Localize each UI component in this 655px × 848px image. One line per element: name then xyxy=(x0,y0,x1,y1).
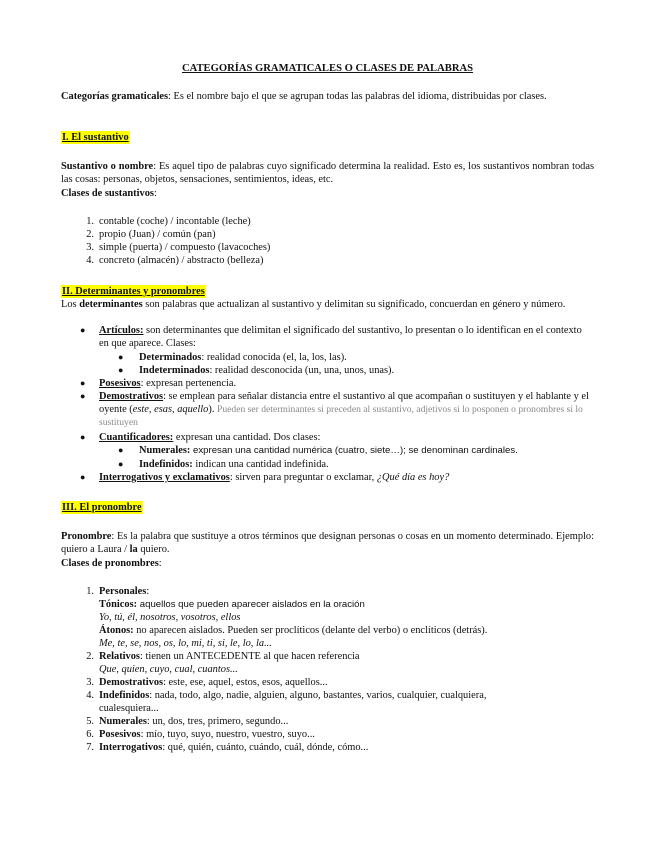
indeterminados-text: : realidad desconocida (un, una, unos, unas). xyxy=(209,365,395,376)
indefinidos-term: Indefinidos: xyxy=(139,459,193,470)
posesivos-item xyxy=(61,377,594,390)
indeterminados-term: Indeterminados xyxy=(139,365,210,376)
pronombre-classes-label xyxy=(61,557,594,570)
demostrativos-term: Demostrativos xyxy=(99,391,164,402)
demostrativos-text-b: ). xyxy=(208,404,218,415)
interrogativos-pron-text: : qué, quién, cuánto, cuándo, cuál, dónde, cómo... xyxy=(162,742,369,753)
item-text: concreto (almacén) / abstracto (belleza) xyxy=(99,255,264,266)
indeterminados-item xyxy=(61,364,594,377)
bullet-icon: ● xyxy=(80,432,86,442)
tonicos-example: Yo, tú, él, nosotros, vosotros, ellos xyxy=(99,612,241,623)
intro-term: Categorías gramaticales xyxy=(61,91,169,102)
list-item xyxy=(61,228,594,241)
sustantivo-term: Sustantivo o nombre xyxy=(61,161,154,172)
atonos-example: Me, te, se, nos, os, lo, mi, ti, si, le, lo, la... xyxy=(99,638,272,649)
list-item xyxy=(61,215,594,228)
pron-classes-label-colon: : xyxy=(158,558,162,569)
numerales-term: Numerales: xyxy=(139,445,191,456)
interrogativos-text: : sirven para preguntar o exclamar, xyxy=(229,472,377,483)
item-number: 1. xyxy=(86,216,94,227)
demostrativos-gray-note: Pueden ser determinantes si preceden al sustantivo, adjetivos si lo posponen o pronombres si lo sustituyen xyxy=(99,404,583,428)
relativos-term: Relativos xyxy=(99,651,140,662)
articulos-term: Artículos: xyxy=(99,325,144,336)
list-item xyxy=(61,254,594,267)
section-2-heading-wrap xyxy=(61,285,594,298)
interrogativos-italic: ¿Qué día es hoy? xyxy=(376,472,450,483)
item-number: 7. xyxy=(86,742,94,753)
list-item-interrogativos xyxy=(61,741,594,754)
posesivos-text: : expresan pertenencia. xyxy=(140,378,237,389)
cuantificadores-text: expresan una cantidad. Dos clases: xyxy=(173,432,321,443)
classes-label-text: Clases de sustantivos xyxy=(61,188,154,199)
relativos-text: : tienen un ANTECEDENTE al que hacen referencia xyxy=(139,651,360,662)
indefinidos-text: indican una cantidad indefinida. xyxy=(192,459,329,470)
sustantivo-classes-label xyxy=(61,187,594,200)
pronombre-text-a: : Es la palabra que sustituye a otros términos que designan personas o cosas en un momento determinado. Ejemplo: quiero a Laura / xyxy=(61,531,594,555)
bullet-icon: ● xyxy=(80,391,86,401)
cuantificadores-item xyxy=(61,431,594,444)
posesivos-pron-term: Posesivos xyxy=(99,729,141,740)
posesivos-pron-text: : mío, tuyo, suyo, nuestro, vuestro, suyo... xyxy=(140,729,315,740)
indefinidos-pron-text: : nada, todo, algo, nadie, alguien, alguno, bastantes, varios, cualquier, cualquiera, cualesquiera... xyxy=(99,690,487,714)
item-number: 1. xyxy=(86,586,94,597)
sustantivo-text: : Es aquel tipo de palabras cuyo significado determina la realidad. Esto es, los sustantivos nombran todas las cosas: personas, objetos, sensaciones, sentimientos, ideas, etc. xyxy=(61,161,595,185)
atonos-text: no aparecen aislados. Pueden ser proclíticos (delante del verbo) o enclíticos (detrás). xyxy=(133,625,488,636)
sustantivo-definition xyxy=(61,160,594,186)
pronombre-text-bold: la xyxy=(129,544,138,555)
list-item xyxy=(61,241,594,254)
item-number: 3. xyxy=(86,677,94,688)
sustantivo-classes-list xyxy=(61,215,594,267)
list-item-relativos xyxy=(61,650,594,676)
section-1-heading: I. El sustantivo xyxy=(62,132,129,143)
list-item-personales xyxy=(61,585,594,650)
intro-paragraph xyxy=(61,90,594,103)
bullet-icon: ● xyxy=(80,472,86,482)
list-item-demostrativos xyxy=(61,676,594,689)
det-intro-term: determinantes xyxy=(79,299,143,310)
indefinidos-pron-term: Indefinidos xyxy=(99,690,150,701)
demostrativos-pron-term: Demostrativos xyxy=(99,677,164,688)
list-item-indefinidos xyxy=(61,689,594,715)
page-title: CATEGORÍAS GRAMATICALES O CLASES DE PALABRAS xyxy=(181,63,474,74)
item-number: 5. xyxy=(86,716,94,727)
classes-label-colon: : xyxy=(153,188,157,199)
interrogativos-pron-term: Interrogativos xyxy=(99,742,163,753)
list-item-posesivos xyxy=(61,728,594,741)
cuantificadores-term: Cuantificadores: xyxy=(99,432,174,443)
bullet-icon: ● xyxy=(80,325,86,335)
bullet-icon: ● xyxy=(118,365,124,375)
determinantes-intro xyxy=(61,298,594,311)
determinados-term: Determinados xyxy=(139,352,202,363)
determinados-item xyxy=(61,351,594,364)
numerales-pron-text: : un, dos, tres, primero, segundo... xyxy=(146,716,289,727)
relativos-example: Que, quien, cuyo, cual, cuantos... xyxy=(99,664,238,675)
section-1-heading-wrap xyxy=(61,131,594,144)
bullet-icon: ● xyxy=(80,378,86,388)
item-number: 6. xyxy=(86,729,94,740)
tonicos-text: aquellos que pueden aparecer aislados en la oración xyxy=(137,599,365,610)
intro-text: : Es el nombre bajo el que se agrupan todas las palabras del idioma, distribuidas por clases. xyxy=(168,91,547,102)
posesivos-term: Posesivos xyxy=(99,378,141,389)
item-number: 2. xyxy=(86,229,94,240)
articulos-text: son determinantes que delimitan el significado del sustantivo, lo presentan o lo identifican en el contexto en que aparece. Clases: xyxy=(99,325,582,349)
pronombre-classes-list xyxy=(61,585,594,754)
demostrativos-text-a: : se emplean para señalar distancia entre el sustantivo al que acompañan o sustituyen y el hablante y el oyente ( xyxy=(99,391,589,415)
pronombre-definition xyxy=(61,530,594,556)
interrogativos-term: Interrogativos y exclamativos xyxy=(99,472,230,483)
item-number: 2. xyxy=(86,651,94,662)
demostrativos-pron-text: : este, ese, aquel, estos, esos, aquellos... xyxy=(163,677,328,688)
bullet-icon: ● xyxy=(118,352,124,362)
numerales-text: expresan una cantidad numérica (cuatro, siete…); se denominan cardinales. xyxy=(190,445,518,456)
section-2-heading: II. Determinantes y pronombres xyxy=(62,286,205,297)
determinados-text: : realidad conocida (el, la, los, las). xyxy=(201,352,347,363)
item-number: 4. xyxy=(86,690,94,701)
numerales-pron-term: Numerales xyxy=(99,716,147,727)
pron-classes-label-text: Clases de pronombres xyxy=(61,558,159,569)
demostrativos-item xyxy=(61,390,594,429)
personales-term: Personales xyxy=(99,586,147,597)
atonos-term: Átonos: xyxy=(99,625,134,636)
numerales-item xyxy=(61,444,594,457)
personales-colon: : xyxy=(146,586,150,597)
tonicos-term: Tónicos: xyxy=(99,599,138,610)
item-text: propio (Juan) / común (pan) xyxy=(99,229,216,240)
item-number: 4. xyxy=(86,255,94,266)
articulos-item xyxy=(61,324,594,350)
item-text: simple (puerta) / compuesto (lavacoches) xyxy=(99,242,271,253)
item-text: contable (coche) / incontable (leche) xyxy=(99,216,251,227)
bullet-icon: ● xyxy=(118,459,124,469)
pronombre-term: Pronombre xyxy=(61,531,112,542)
det-intro-a: Los xyxy=(61,299,80,310)
item-number: 3. xyxy=(86,242,94,253)
list-item-numerales xyxy=(61,715,594,728)
det-intro-b: son palabras que actualizan al sustantivo y delimitan su significado, concuerdan en género y número. xyxy=(142,299,566,310)
interrogativos-item xyxy=(61,471,594,484)
demostrativos-italic: este, esas, aquello xyxy=(132,404,209,415)
indefinidos-item xyxy=(61,458,594,471)
section-3-heading: III. El pronombre xyxy=(62,502,142,513)
section-3-heading-wrap xyxy=(61,501,594,514)
pronombre-text-b: quiero. xyxy=(137,544,170,555)
bullet-icon: ● xyxy=(118,445,124,455)
